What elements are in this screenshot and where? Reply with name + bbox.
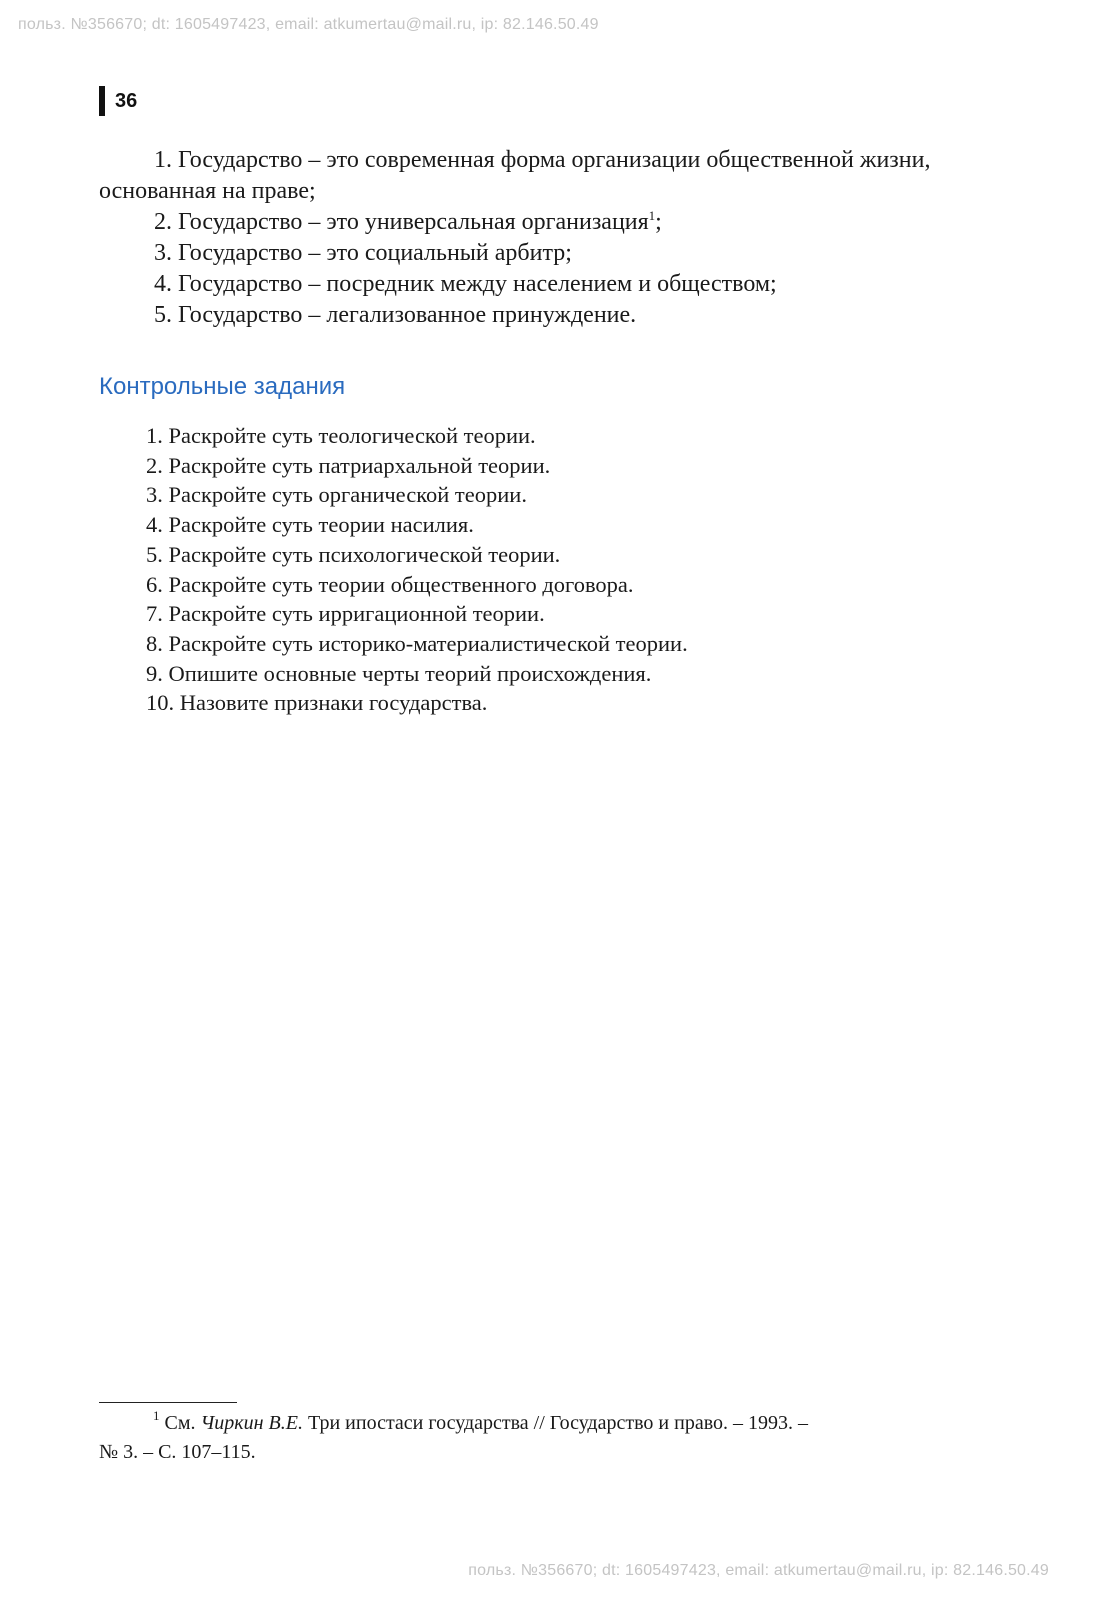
task-item-5: 5. Раскройте суть психологической теории.	[146, 541, 561, 567]
footnote-prefix: См.	[164, 1412, 196, 1434]
footnote-ref-mark[interactable]: 1	[648, 208, 656, 223]
task-item-7: 7. Раскройте суть ирригационной теории.	[146, 601, 545, 627]
watermark-bottom: польз. №356670; dt: 1605497423, email: atkumertau@mail.ru, ip: 82.146.50.49	[468, 1562, 1049, 1579]
page-number	[99, 86, 137, 116]
footnote-divider	[99, 1402, 237, 1403]
definition-item-3: 3. Государство – это социальный арбитр;	[154, 240, 572, 266]
task-item-9: 9. Опишите основные черты теорий происхождения.	[146, 660, 652, 686]
definition-item-4: 4. Государство – посредник между населением и обществом;	[154, 271, 777, 297]
watermark-top: польз. №356670; dt: 1605497423, email: atkumertau@mail.ru, ip: 82.146.50.49	[18, 16, 599, 33]
definitions-list	[99, 145, 969, 331]
section-heading: Контрольные задания	[99, 373, 346, 400]
definition-item-5: 5. Государство – легализованное принуждение.	[154, 302, 637, 328]
task-item-6: 6. Раскройте суть теории общественного договора.	[146, 571, 634, 597]
definition-item-2	[99, 207, 969, 238]
task-item-2: 2. Раскройте суть патриархальной теории.	[146, 452, 551, 478]
tasks-list	[146, 421, 966, 718]
definition-item-1: 1. Государство – это современная форма организации общественной жизни, основанная на праве;	[99, 147, 931, 204]
task-item-4: 4. Раскройте суть теории насилия.	[146, 512, 474, 538]
footnote-mark: 1	[153, 1408, 160, 1423]
page-number-text: 36	[115, 89, 138, 112]
footnote-author: Чиркин В.Е.	[200, 1412, 303, 1434]
footnote-text-1: Три ипостаси государства // Государство и право. – 1993. –	[308, 1412, 808, 1434]
definition-item-2-tail: ;	[655, 209, 662, 235]
footnote	[99, 1409, 969, 1467]
task-item-3: 3. Раскройте суть органической теории.	[146, 482, 527, 508]
task-item-8: 8. Раскройте суть историко-материалистической теории.	[146, 630, 688, 656]
footnote-line-2: № 3. – С. 107–115.	[99, 1441, 256, 1463]
definition-item-2-text: 2. Государство – это универсальная организация	[154, 209, 649, 235]
task-item-10: 10. Назовите признаки государства.	[146, 690, 488, 716]
page-number-bar	[99, 86, 105, 116]
footnote-line-1	[99, 1409, 969, 1438]
task-item-1: 1. Раскройте суть теологической теории.	[146, 423, 536, 448]
